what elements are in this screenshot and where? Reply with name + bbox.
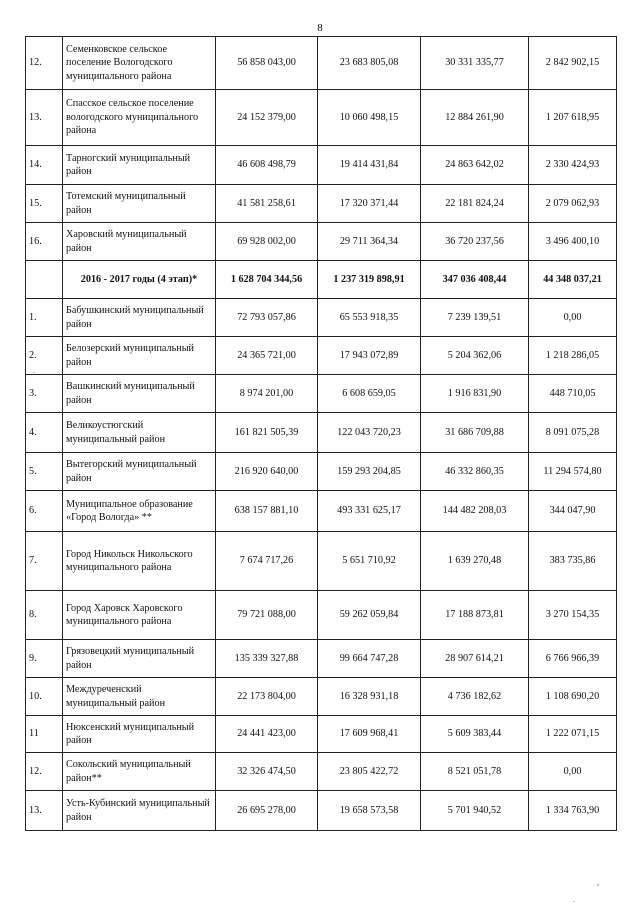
municipality-name: Город Никольск Никольского муниципального района bbox=[63, 532, 216, 591]
table-row bbox=[26, 299, 617, 337]
amount-total: 7 674 717,26 bbox=[216, 532, 318, 591]
amount-col-2: 10 060 498,15 bbox=[318, 90, 421, 146]
amount-col-2: 23 683 805,08 bbox=[318, 37, 421, 90]
table-row bbox=[26, 716, 617, 753]
amount-col-3: 347 036 408,44 bbox=[421, 261, 529, 299]
amount-col-4: 2 330 424,93 bbox=[529, 146, 617, 185]
stage-title: 2016 - 2017 годы (4 этап)* bbox=[63, 261, 216, 299]
row-number: 8. bbox=[26, 591, 63, 640]
municipality-name: Нюксенский муниципальный район bbox=[63, 716, 216, 753]
amount-total: 41 581 258,61 bbox=[216, 185, 318, 223]
amount-col-3: 46 332 860,35 bbox=[421, 453, 529, 491]
amount-col-3: 22 181 824,24 bbox=[421, 185, 529, 223]
table-row bbox=[26, 185, 617, 223]
row-number: 1. bbox=[26, 299, 63, 337]
municipality-name: Тарногский муниципальный район bbox=[63, 146, 216, 185]
amount-col-3: 1 639 270,48 bbox=[421, 532, 529, 591]
amount-total: 216 920 640,00 bbox=[216, 453, 318, 491]
amount-col-4: 2 842 902,15 bbox=[529, 37, 617, 90]
row-number: 10. bbox=[26, 678, 63, 716]
amount-col-3: 28 907 614,21 bbox=[421, 640, 529, 678]
amount-col-4: 3 496 400,10 bbox=[529, 223, 617, 261]
amount-col-2: 122 043 720,23 bbox=[318, 413, 421, 453]
amount-col-4: 344 047,90 bbox=[529, 491, 617, 532]
amount-total: 32 326 474,50 bbox=[216, 753, 318, 791]
amount-total: 24 365 721,00 bbox=[216, 337, 318, 375]
amount-col-2: 29 711 364,34 bbox=[318, 223, 421, 261]
table-row bbox=[26, 146, 617, 185]
table-row bbox=[26, 375, 617, 413]
amount-col-2: 16 328 931,18 bbox=[318, 678, 421, 716]
row-number: 15. bbox=[26, 185, 63, 223]
amount-col-2: 159 293 204,85 bbox=[318, 453, 421, 491]
table-row bbox=[26, 223, 617, 261]
row-number: 3. bbox=[26, 375, 63, 413]
amount-col-4: 0,00 bbox=[529, 299, 617, 337]
amount-col-3: 36 720 237,56 bbox=[421, 223, 529, 261]
table-row bbox=[26, 753, 617, 791]
municipality-name: Бабушкинский муниципальный район bbox=[63, 299, 216, 337]
amount-col-4: 8 091 075,28 bbox=[529, 413, 617, 453]
budget-table bbox=[25, 36, 617, 831]
table-row bbox=[26, 640, 617, 678]
amount-col-3: 24 863 642,02 bbox=[421, 146, 529, 185]
amount-col-2: 6 608 659,05 bbox=[318, 375, 421, 413]
municipality-name: Великоустюгский муниципальный район bbox=[63, 413, 216, 453]
amount-col-2: 493 331 625,17 bbox=[318, 491, 421, 532]
municipality-name: Вытегорский муниципальный район bbox=[63, 453, 216, 491]
amount-col-3: 144 482 208,03 bbox=[421, 491, 529, 532]
amount-col-2: 5 651 710,92 bbox=[318, 532, 421, 591]
table-body bbox=[26, 37, 617, 831]
amount-total: 8 974 201,00 bbox=[216, 375, 318, 413]
municipality-name: Сокольский муниципальный район** bbox=[63, 753, 216, 791]
amount-col-4: 1 334 763,90 bbox=[529, 791, 617, 831]
amount-col-4: 1 207 618,95 bbox=[529, 90, 617, 146]
amount-col-3: 30 331 335,77 bbox=[421, 37, 529, 90]
amount-col-4: 11 294 574,80 bbox=[529, 453, 617, 491]
amount-col-2: 17 943 072,89 bbox=[318, 337, 421, 375]
municipality-name: Тотемский муниципальный район bbox=[63, 185, 216, 223]
scan-speck: . bbox=[573, 895, 575, 904]
amount-col-2: 17 609 968,41 bbox=[318, 716, 421, 753]
amount-col-4: 1 222 071,15 bbox=[529, 716, 617, 753]
municipality-name: Белозерский муниципальный район bbox=[63, 337, 216, 375]
amount-col-2: 59 262 059,84 bbox=[318, 591, 421, 640]
amount-col-4: 2 079 062,93 bbox=[529, 185, 617, 223]
row-number: 13. bbox=[26, 90, 63, 146]
amount-total: 46 608 498,79 bbox=[216, 146, 318, 185]
amount-col-4: 0,00 bbox=[529, 753, 617, 791]
row-number: 9. bbox=[26, 640, 63, 678]
amount-col-3: 12 884 261,90 bbox=[421, 90, 529, 146]
amount-total: 638 157 881,10 bbox=[216, 491, 318, 532]
row-number: 5. bbox=[26, 453, 63, 491]
page-number: 8 bbox=[317, 22, 323, 34]
amount-col-3: 5 204 362,06 bbox=[421, 337, 529, 375]
amount-col-3: 17 188 873,81 bbox=[421, 591, 529, 640]
row-number: 13. bbox=[26, 791, 63, 831]
municipality-name: Грязовецкий муниципальный район bbox=[63, 640, 216, 678]
amount-col-3: 1 916 831,90 bbox=[421, 375, 529, 413]
table-row bbox=[26, 491, 617, 532]
scan-speck: . bbox=[33, 366, 35, 375]
amount-col-3: 7 239 139,51 bbox=[421, 299, 529, 337]
amount-col-2: 1 237 319 898,91 bbox=[318, 261, 421, 299]
row-number: 12. bbox=[26, 37, 63, 90]
row-number: 7. bbox=[26, 532, 63, 591]
amount-col-4: 3 270 154,35 bbox=[529, 591, 617, 640]
table-row bbox=[26, 591, 617, 640]
amount-total: 161 821 505,39 bbox=[216, 413, 318, 453]
amount-col-3: 4 736 182,62 bbox=[421, 678, 529, 716]
table-row bbox=[26, 678, 617, 716]
amount-col-2: 19 414 431,84 bbox=[318, 146, 421, 185]
municipality-name: Харовский муниципальный район bbox=[63, 223, 216, 261]
row-number: 11 bbox=[26, 716, 63, 753]
amount-total: 22 173 804,00 bbox=[216, 678, 318, 716]
municipality-name: Спасское сельское поселение вологодского муниципального района bbox=[63, 90, 216, 146]
amount-total: 72 793 057,86 bbox=[216, 299, 318, 337]
amount-col-2: 99 664 747,28 bbox=[318, 640, 421, 678]
amount-col-4: 1 108 690,20 bbox=[529, 678, 617, 716]
amount-col-2: 65 553 918,35 bbox=[318, 299, 421, 337]
amount-col-3: 5 701 940,52 bbox=[421, 791, 529, 831]
amount-col-2: 17 320 371,44 bbox=[318, 185, 421, 223]
municipality-name: Муниципальное образование «Город Вологда» ** bbox=[63, 491, 216, 532]
municipality-name: Семенковское сельское поселение Вологодского муниципального района bbox=[63, 37, 216, 90]
row-number: 16. bbox=[26, 223, 63, 261]
amount-col-3: 31 686 709,88 bbox=[421, 413, 529, 453]
amount-total: 135 339 327,88 bbox=[216, 640, 318, 678]
amount-col-4: 44 348 037,21 bbox=[529, 261, 617, 299]
table-row bbox=[26, 791, 617, 831]
amount-col-4: 6 766 966,39 bbox=[529, 640, 617, 678]
scan-speck: , bbox=[597, 878, 599, 887]
municipality-name: Город Харовск Харовского муниципального района bbox=[63, 591, 216, 640]
amount-total: 56 858 043,00 bbox=[216, 37, 318, 90]
table-row bbox=[26, 37, 617, 90]
amount-total: 79 721 088,00 bbox=[216, 591, 318, 640]
row-number bbox=[26, 261, 63, 299]
row-number: 2. bbox=[26, 337, 63, 375]
amount-total: 24 441 423,00 bbox=[216, 716, 318, 753]
municipality-name: Междуреченский муниципальный район bbox=[63, 678, 216, 716]
row-number: 4. bbox=[26, 413, 63, 453]
row-number: 6. bbox=[26, 491, 63, 532]
amount-total: 1 628 704 344,56 bbox=[216, 261, 318, 299]
amount-total: 24 152 379,00 bbox=[216, 90, 318, 146]
amount-col-4: 1 218 286,05 bbox=[529, 337, 617, 375]
amount-col-3: 5 609 383,44 bbox=[421, 716, 529, 753]
row-number: 14. bbox=[26, 146, 63, 185]
table-row bbox=[26, 532, 617, 591]
table-row bbox=[26, 90, 617, 146]
amount-col-2: 23 805 422,72 bbox=[318, 753, 421, 791]
table-row bbox=[26, 453, 617, 491]
table-row bbox=[26, 337, 617, 375]
table-row bbox=[26, 413, 617, 453]
amount-total: 26 695 278,00 bbox=[216, 791, 318, 831]
amount-col-4: 383 735,86 bbox=[529, 532, 617, 591]
amount-col-3: 8 521 051,78 bbox=[421, 753, 529, 791]
stage-total-row bbox=[26, 261, 617, 299]
municipality-name: Вашкинский муниципальный район bbox=[63, 375, 216, 413]
amount-total: 69 928 002,00 bbox=[216, 223, 318, 261]
row-number: 12. bbox=[26, 753, 63, 791]
amount-col-4: 448 710,05 bbox=[529, 375, 617, 413]
amount-col-2: 19 658 573,58 bbox=[318, 791, 421, 831]
municipality-name: Усть-Кубинский муниципальный район bbox=[63, 791, 216, 831]
